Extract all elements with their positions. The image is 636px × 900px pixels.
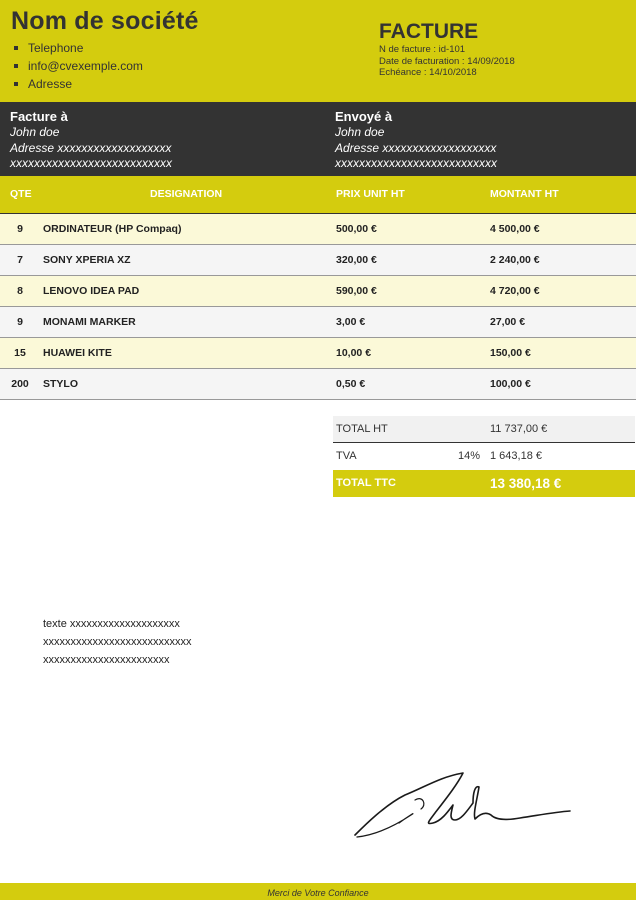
row-amount: 100,00 € xyxy=(490,378,531,390)
billing-address-line: Adresse xxxxxxxxxxxxxxxxxxx xyxy=(10,140,172,155)
row-unit-price: 590,00 € xyxy=(336,285,377,297)
row-qty: 8 xyxy=(17,285,23,297)
row-qty: 9 xyxy=(17,223,23,235)
items-table-body xyxy=(0,214,636,400)
header-designation: DESIGNATION xyxy=(150,188,223,200)
row-designation: SONY XPERIA XZ xyxy=(43,254,131,266)
contact-address: Adresse xyxy=(28,77,73,91)
total-ttc-label: TOTAL TTC xyxy=(336,477,396,489)
totals-block xyxy=(333,416,635,497)
table-row xyxy=(0,369,636,400)
shipping-label: Envoyé à xyxy=(335,109,393,124)
signature-icon xyxy=(345,765,575,845)
bullet-icon xyxy=(14,82,18,86)
note-line: xxxxxxxxxxxxxxxxxxxxxxxxxxx xyxy=(43,636,192,648)
shipping-address-line: Adresse xxxxxxxxxxxxxxxxxxx xyxy=(335,140,497,155)
tva-label: TVA xyxy=(336,450,357,462)
total-ttc-value: 13 380,18 € xyxy=(490,476,562,491)
header-unit-price: PRIX UNIT HT xyxy=(336,188,405,200)
bullet-icon xyxy=(14,64,18,68)
row-unit-price: 10,00 € xyxy=(336,347,372,359)
tva-row xyxy=(333,443,635,470)
table-row xyxy=(0,307,636,338)
header-qty: QTE xyxy=(10,188,32,200)
total-ht-label: TOTAL HT xyxy=(336,423,388,435)
bullet-icon xyxy=(14,46,18,50)
signature-image xyxy=(345,765,575,850)
contact-item-phone xyxy=(14,39,143,57)
row-unit-price: 500,00 € xyxy=(336,223,377,235)
tva-value: 1 643,18 € xyxy=(490,450,542,462)
row-amount: 4 500,00 € xyxy=(490,223,540,235)
billing-name: John doe xyxy=(10,125,60,139)
invoice-header xyxy=(0,0,636,102)
contact-email: info@cvexemple.com xyxy=(28,59,143,73)
row-designation: HUAWEI KITE xyxy=(43,347,112,359)
note-text xyxy=(43,615,192,669)
header-amount: MONTANT HT xyxy=(490,188,559,200)
row-amount: 27,00 € xyxy=(490,316,526,328)
invoice-number: N de facture : id-101 xyxy=(379,44,466,55)
items-table-header xyxy=(0,176,636,214)
row-designation: LENOVO IDEA PAD xyxy=(43,285,140,297)
row-amount: 2 240,00 € xyxy=(490,254,540,266)
company-name: Nom de société xyxy=(11,7,199,35)
address-band xyxy=(0,102,636,176)
total-ht-row xyxy=(333,416,635,443)
contact-phone: Telephone xyxy=(28,41,84,55)
row-amount: 4 720,00 € xyxy=(490,285,540,297)
tva-rate: 14% xyxy=(458,450,481,462)
row-designation: STYLO xyxy=(43,378,79,390)
contact-item-address xyxy=(14,75,143,93)
shipping-name: John doe xyxy=(335,125,385,139)
invoice-footer xyxy=(0,883,636,900)
table-row xyxy=(0,214,636,245)
total-ttc-row xyxy=(333,470,635,497)
row-qty: 7 xyxy=(17,254,23,266)
row-designation: MONAMI MARKER xyxy=(43,316,136,328)
billing-label: Facture à xyxy=(10,109,68,124)
row-qty: 200 xyxy=(11,378,29,390)
invoice-info xyxy=(379,20,515,79)
contact-item-email xyxy=(14,57,143,75)
row-qty: 9 xyxy=(17,316,23,328)
shipping-address-line-2: xxxxxxxxxxxxxxxxxxxxxxxxxxx xyxy=(335,156,497,170)
company-contact-list xyxy=(14,39,143,93)
row-unit-price: 3,00 € xyxy=(336,316,366,328)
total-ht-value: 11 737,00 € xyxy=(490,423,548,435)
row-unit-price: 320,00 € xyxy=(336,254,377,266)
footer-text: Merci de Votre Confiance xyxy=(267,888,369,898)
billing-address xyxy=(10,108,172,172)
invoice-due-date: Echéance : 14/10/2018 xyxy=(379,67,477,78)
billing-address-line-2: xxxxxxxxxxxxxxxxxxxxxxxxxxx xyxy=(10,156,172,170)
invoice-date: Date de facturation : 14/09/2018 xyxy=(379,55,515,67)
row-qty: 15 xyxy=(14,347,26,359)
note-line: texte xxxxxxxxxxxxxxxxxxxx xyxy=(43,618,180,630)
table-row xyxy=(0,245,636,276)
table-row xyxy=(0,276,636,307)
row-unit-price: 0,50 € xyxy=(336,378,366,390)
row-amount: 150,00 € xyxy=(490,347,531,359)
row-designation: ORDINATEUR (HP Compaq) xyxy=(43,223,182,235)
shipping-address xyxy=(335,108,497,172)
note-line: xxxxxxxxxxxxxxxxxxxxxxx xyxy=(43,654,170,666)
invoice-title: FACTURE xyxy=(379,20,479,43)
table-row xyxy=(0,338,636,369)
